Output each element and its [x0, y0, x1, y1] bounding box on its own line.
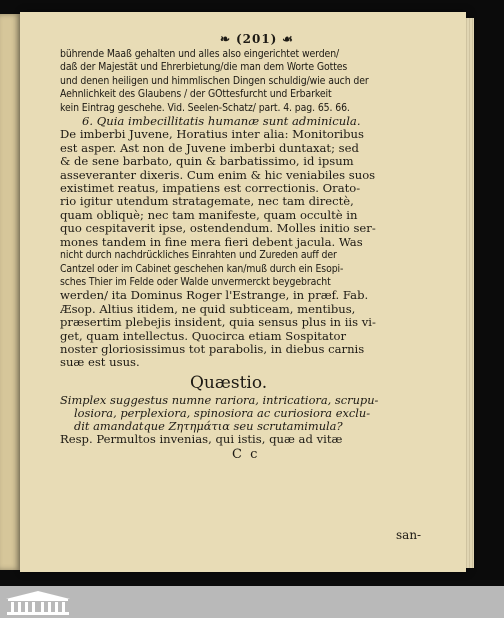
- text-line: Simplex suggestus numne rariora, intricatiora, scrupu-: [60, 392, 379, 407]
- text-line: asseveranter dixeris. Cum enim & hic veniabiles suos: [60, 168, 376, 182]
- text-line: mones tandem in fine mera fieri debent jacula. Was: [60, 235, 363, 249]
- text-line: losiora, perplexiora, spinosiora ac curiosiora exclu-: [74, 405, 371, 420]
- text-line: existimet reatus, impatiens est correctionis. Orato-: [60, 182, 361, 196]
- library-building-icon: [4, 590, 72, 616]
- catchword: san-: [396, 528, 422, 542]
- text-line: nicht durch nachdrückliches Einrahten und Zureden auff der: [60, 249, 337, 262]
- answer-line: Resp. Permultos invenias, qui istis, quæ ad vitæ: [60, 433, 343, 447]
- page-text-block: [44, 32, 454, 462]
- text-line: quo cespitaverit ipse, ostendendum. Molles initio ser-: [60, 222, 376, 236]
- text-line: daß der Majestät und Ehrerbietung/die man dem Worte Gottes: [60, 61, 348, 74]
- text-line: werden/ ita Dominus Roger l'Estrange, in præf. Fab.: [60, 289, 369, 303]
- text-line: Aehnlichkeit des Glaubens / der GOttesfurcht und Erbarkeit: [60, 88, 332, 101]
- running-header: [60, 32, 454, 46]
- text-line: sches Thier im Felde oder Walde unvermerckt beygebracht: [60, 275, 331, 288]
- text-line: Æsop. Altius itidem, ne quid subticeam, mentibus,: [60, 302, 356, 316]
- text-line: De imberbi Juvene, Horatius inter alia: Monitoribus: [60, 128, 364, 142]
- text-line: Cantzel oder im Cabinet geschehen kan/muß durch ein Esopi-: [60, 262, 344, 275]
- text-line: quam obliquè; nec tam manifeste, quam occultè in: [60, 208, 358, 222]
- viewer-footer-bar: [0, 586, 504, 618]
- section-heading: Quæstio.: [190, 372, 268, 393]
- text-line: noster gloriosissimus tot parabolis, in diebus carnis: [60, 342, 365, 356]
- page-number: (201): [235, 32, 278, 46]
- text-line: & de sene barbato, quin & barbatissimo, id ipsum: [60, 155, 354, 169]
- text-line: 6. Quia imbecillitatis humanæ sunt adminicula.: [82, 115, 361, 129]
- signature-mark: C c: [232, 446, 260, 462]
- text-line: bührende Maaß gehalten und alles also eingerichtet werden/: [60, 48, 340, 60]
- text-line: dit amandatque Ζητημάτια seu scrutamimula?: [74, 419, 343, 434]
- text-line: suæ est usus.: [60, 356, 140, 370]
- header-ornament-right: ☙: [282, 32, 294, 46]
- question-paragraph: [44, 394, 454, 434]
- left-page-edge: [0, 14, 20, 570]
- text-line: get, quam intellectus. Quocirca etiam Sospitator: [60, 329, 347, 343]
- text-line: est asper. Ast non de Juvene imberbi duntaxat; sed: [60, 141, 359, 155]
- text-line: kein Eintrag geschehe. Vid. Seelen-Schatz/ part. 4. pag. 65. 66.: [60, 101, 350, 114]
- header-ornament-left: ❧: [220, 32, 232, 46]
- body-paragraph: [44, 48, 454, 370]
- text-line: rio igitur utendum stratagemate, nec tam directè,: [60, 195, 354, 209]
- text-line: præsertim plebejis insident, quia sensus plus in iis vi-: [60, 316, 376, 330]
- page-stack-edge: [466, 18, 474, 568]
- text-line: und denen heiligen und himmlischen Dingen schuldig/wie auch der: [60, 74, 369, 87]
